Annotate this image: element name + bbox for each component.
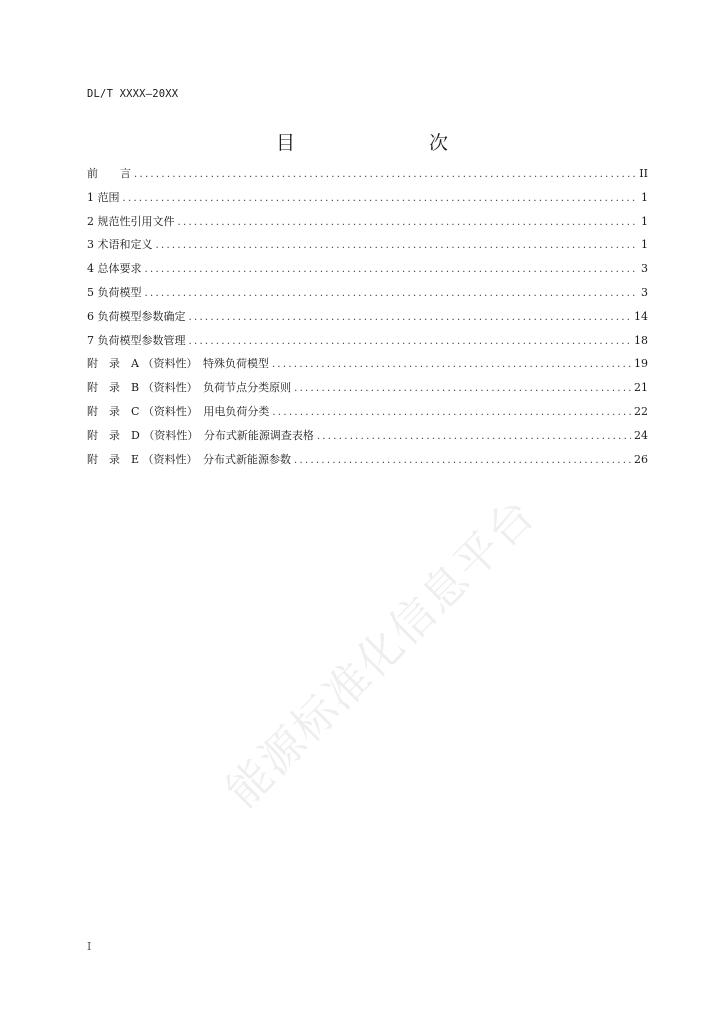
toc-entry-page: 18 — [634, 333, 648, 347]
toc-entry-page: II — [639, 167, 648, 180]
watermark: 能源标准化信息平台 — [216, 488, 546, 818]
toc-entry-label: 6 负荷模型参数确定 — [87, 309, 186, 323]
toc-leader-dots — [145, 288, 639, 299]
toc-entry-page: 3 — [641, 262, 648, 276]
toc-entry-label: 附 录 E （资料性） 分布式新能源参数 — [87, 452, 292, 466]
toc-entry-page: 3 — [641, 285, 648, 299]
toc-entry-appendix-c[interactable] — [87, 403, 648, 427]
toc-entry-label: 4 总体要求 — [87, 262, 142, 276]
toc-entry-appendix-b[interactable] — [87, 379, 648, 403]
toc-entry-foreword[interactable] — [87, 165, 648, 189]
toc-entry-parameter-management[interactable] — [87, 332, 648, 356]
toc-entry-label: 7 负荷模型参数管理 — [87, 333, 186, 347]
toc-entry-page: 1 — [641, 214, 648, 228]
toc-leader-dots — [145, 264, 639, 275]
toc-entry-normative-references[interactable] — [87, 213, 648, 237]
toc-leader-dots — [178, 217, 639, 228]
toc-entry-general-requirements[interactable] — [87, 260, 648, 284]
toc-leader-dots — [272, 359, 631, 370]
toc-entry-page: 24 — [634, 428, 648, 442]
toc-entry-appendix-d[interactable] — [87, 427, 648, 451]
toc-entry-scope[interactable] — [87, 189, 648, 213]
toc-title: 目 次 — [275, 132, 480, 154]
toc-entry-page: 22 — [634, 404, 648, 418]
toc-entry-page: 19 — [634, 357, 648, 371]
toc-leader-dots — [156, 240, 639, 251]
toc-leader-dots — [294, 455, 631, 466]
toc-leader-dots — [189, 336, 632, 347]
toc-entry-page: 14 — [634, 309, 648, 323]
toc-entry-terms-definitions[interactable] — [87, 236, 648, 260]
toc-entry-label: 附 录 B （资料性） 负荷节点分类原则 — [87, 381, 292, 395]
toc-entry-page: 26 — [634, 452, 648, 466]
toc-entry-page: 1 — [641, 238, 648, 252]
toc-entry-label: 1 范围 — [87, 190, 120, 204]
toc-entry-page: 21 — [634, 381, 648, 395]
toc-leader-dots — [294, 383, 631, 394]
toc-leader-dots — [123, 193, 639, 204]
toc-entry-appendix-a[interactable] — [87, 355, 648, 379]
toc-entry-label: 前 言 — [87, 167, 131, 180]
toc-leader-dots — [317, 431, 631, 442]
toc-leader-dots — [189, 312, 632, 323]
toc-entry-label: 附 录 A （资料性） 特殊负荷模型 — [87, 357, 269, 371]
toc-entry-label: 3 术语和定义 — [87, 238, 153, 252]
toc-entry-label: 附 录 C （资料性） 用电负荷分类 — [87, 404, 270, 418]
page-number: I — [87, 940, 92, 953]
toc-leader-dots — [134, 169, 636, 180]
toc-entry-page: 1 — [641, 190, 648, 204]
toc-entry-appendix-e[interactable] — [87, 451, 648, 475]
toc-entry-load-model[interactable] — [87, 284, 648, 308]
toc-leader-dots — [272, 407, 631, 418]
document-code: DL/T XXXX—20XX — [87, 88, 179, 100]
toc-entry-label: 5 负荷模型 — [87, 285, 142, 299]
toc-entry-label: 2 规范性引用文件 — [87, 214, 175, 228]
toc-entry-parameter-determination[interactable] — [87, 308, 648, 332]
toc-entry-label: 附 录 D （资料性） 分布式新能源调查表格 — [87, 428, 314, 442]
toc-list — [87, 165, 648, 474]
